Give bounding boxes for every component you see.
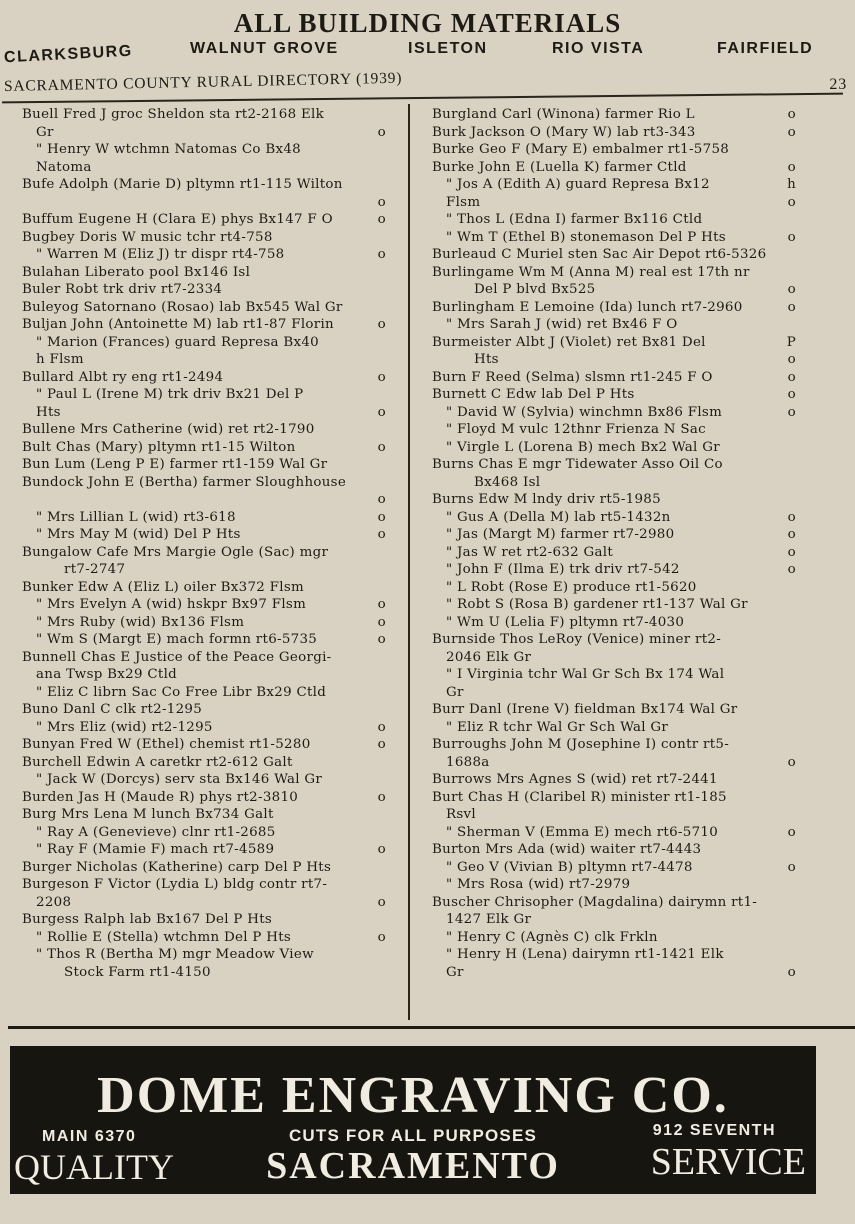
entry-text: " Jas W ret rt2-632 Galt: [446, 544, 614, 560]
entry-owner-mark: o: [787, 964, 796, 980]
entry-owner-mark: o: [787, 754, 796, 770]
ad-city: SACRAMENTO: [266, 1145, 560, 1187]
directory-entry-line: [432, 684, 796, 702]
entry-owner-mark: o: [787, 369, 796, 385]
directory-entry-line: [432, 946, 796, 964]
town-isleton: ISLETON: [408, 40, 488, 57]
directory-entry-line: [432, 631, 796, 649]
directory-entry-line: [432, 211, 796, 229]
entry-owner-mark: o: [377, 632, 386, 647]
ad-address: 912 SEVENTH: [652, 1122, 776, 1139]
directory-entry-line: [432, 404, 796, 422]
town-fairfield: FAIRFIELD: [717, 40, 814, 57]
directory-entry-line: [432, 351, 796, 369]
directory-entry-line: [432, 299, 796, 317]
entry-text: Bundock John E (Bertha) farmer Sloughhouse: [22, 474, 347, 490]
directory-entry-line: [432, 876, 796, 894]
directory-entry-line: [22, 456, 386, 474]
directory-entry-line: [22, 124, 386, 142]
directory-entry-line: [432, 141, 796, 159]
entry-text: Bunker Edw A (Eliz L) oiler Bx372 Flsm: [22, 579, 304, 595]
entry-text: Burk Jackson O (Mary W) lab rt3-343: [432, 124, 696, 140]
entry-text: 1427 Elk Gr: [446, 912, 532, 927]
entry-text: Flsm: [446, 194, 481, 210]
entry-owner-mark: o: [787, 299, 796, 315]
directory-entry-line: [432, 386, 796, 404]
entry-text: " Jos A (Edith A) guard Represa Bx12: [446, 177, 710, 192]
directory-entry-line: [22, 194, 386, 212]
entry-text: Burlingame Wm M (Anna M) real est 17th nr: [432, 264, 750, 280]
directory-entry-line: [432, 456, 796, 474]
entry-text: " Henry W wtchmn Natomas Co Bx48: [36, 142, 301, 157]
entry-owner-mark: o: [377, 194, 386, 210]
column-divider: [408, 104, 410, 1020]
directory-entry-line: [432, 806, 796, 824]
town-list: [0, 40, 855, 67]
directory-entry-line: [432, 229, 796, 247]
right-column: [432, 106, 796, 981]
entry-owner-mark: o: [787, 527, 796, 542]
entry-text: " Mrs Evelyn A (wid) hskpr Bx97 Flsm: [36, 597, 307, 612]
entry-text: Buljan John (Antoinette M) lab rt1-87 Florin: [22, 317, 334, 332]
entry-owner-mark: o: [787, 159, 796, 175]
directory-entry-line: [22, 911, 386, 929]
directory-entry-line: [22, 509, 386, 527]
directory-entry-line: [432, 194, 796, 212]
entry-text: " Virgle L (Lorena B) mech Bx2 Wal Gr: [446, 439, 720, 455]
entry-text: 1688a: [446, 754, 490, 770]
entry-text: Rsvl: [446, 807, 477, 822]
entry-owner-mark: P: [786, 334, 796, 350]
entry-text: " I Virginia tchr Wal Gr Sch Bx 174 Wal: [446, 667, 725, 682]
entry-owner-mark: o: [377, 929, 386, 945]
directory-entry-line: [432, 281, 796, 299]
directory-entry-line: [22, 369, 386, 387]
entry-owner-mark: o: [787, 509, 796, 525]
entry-owner-mark: o: [787, 859, 796, 875]
entry-text: " Mrs May M (wid) Del P Hts: [36, 527, 241, 542]
entry-text: " Gus A (Della M) lab rt5-1432n: [446, 509, 671, 525]
entry-text: Burke John E (Luella K) farmer Ctld: [432, 159, 687, 175]
entry-owner-mark: o: [377, 614, 386, 630]
page-number: 23: [829, 76, 847, 93]
entry-text: Bugbey Doris W music tchr rt4-758: [22, 229, 273, 245]
entry-text: Burger Nicholas (Katherine) carp Del P Hts: [22, 859, 332, 875]
entry-owner-mark: o: [377, 439, 386, 455]
directory-entry-line: [22, 246, 386, 264]
directory-entry-line: [432, 701, 796, 719]
directory-entry-line: [22, 719, 386, 737]
directory-entry-line: [432, 176, 796, 194]
entry-text: Gr: [36, 124, 54, 140]
entry-text: Bufe Adolph (Marie D) pltymn rt1-115 Wilton: [22, 177, 343, 192]
directory-entry-line: [432, 369, 796, 387]
entry-owner-mark: o: [787, 562, 796, 577]
entry-text: Buell Fred J groc Sheldon sta rt2-2168 Elk: [22, 107, 325, 122]
entry-owner-mark: o: [377, 369, 386, 385]
town-clarksburg: CLARKSBURG: [3, 42, 134, 67]
entry-text: Burg Mrs Lena M lunch Bx734 Galt: [22, 807, 274, 822]
entry-owner-mark: o: [377, 894, 386, 910]
entry-text: Burnett C Edw lab Del P Hts: [432, 387, 635, 402]
entry-text: Natoma: [36, 159, 92, 175]
directory-entry-line: [432, 474, 796, 492]
directory-entry-line: [22, 334, 386, 352]
directory-entry-line: [432, 124, 796, 142]
entry-owner-mark: o: [787, 544, 796, 560]
entry-text: Buler Robt trk driv rt7-2334: [22, 282, 223, 297]
entry-text: Del P blvd Bx525: [474, 282, 596, 297]
entry-owner-mark: o: [377, 737, 386, 752]
directory-entry-line: [22, 316, 386, 334]
entry-owner-mark: o: [787, 824, 796, 840]
entry-owner-mark: h: [787, 177, 796, 192]
entry-text: " Paul L (Irene M) trk driv Bx21 Del P: [36, 387, 304, 402]
directory-entry-line: [22, 841, 386, 859]
directory-entry-line: [22, 684, 386, 702]
entry-text: h Flsm: [36, 352, 84, 367]
directory-entry-line: [432, 736, 796, 754]
town-rio-vista: RIO VISTA: [552, 40, 645, 57]
entry-text: " Ray F (Mamie F) mach rt7-4589: [36, 842, 275, 857]
directory-entry-line: [432, 561, 796, 579]
directory-entry-line: [22, 771, 386, 789]
ad-phone: MAIN 6370: [42, 1128, 137, 1145]
directory-entry-line: [22, 806, 386, 824]
entry-text: " Geo V (Vivian B) pltymn rt7-4478: [446, 859, 693, 875]
directory-entry-line: [432, 421, 796, 439]
directory-entry-line: [432, 579, 796, 597]
entry-owner-mark: o: [377, 404, 386, 420]
entry-text: " Eliz C librn Sac Co Free Libr Bx29 Ctld: [36, 684, 327, 700]
entry-owner-mark: o: [377, 317, 386, 332]
directory-entry-line: [22, 491, 386, 509]
entry-text: " Rollie E (Stella) wtchmn Del P Hts: [36, 929, 292, 945]
entry-owner-mark: o: [377, 212, 386, 227]
directory-entry-line: [432, 789, 796, 807]
directory-entry-line: [432, 824, 796, 842]
directory-entry-line: [22, 596, 386, 614]
directory-entry-line: [22, 386, 386, 404]
directory-entry-line: [22, 561, 386, 579]
directory-entry-line: [22, 404, 386, 422]
entry-text: Gr: [446, 684, 464, 700]
entry-owner-mark: o: [787, 387, 796, 402]
directory-entry-line: [432, 316, 796, 334]
entry-text: " John F (Ilma E) trk driv rt7-542: [446, 562, 680, 577]
entry-text: Burchell Edwin A caretkr rt2-612 Galt: [22, 754, 293, 770]
entry-owner-mark: o: [787, 124, 796, 140]
directory-entry-line: [432, 246, 796, 264]
entry-text: " Ray A (Genevieve) clnr rt1-2685: [36, 824, 276, 840]
entry-text: " Mrs Sarah J (wid) ret Bx46 F O: [446, 317, 678, 332]
entry-text: Buno Danl C clk rt2-1295: [22, 702, 203, 717]
entry-owner-mark: o: [787, 194, 796, 210]
entry-text: " Mrs Lillian L (wid) rt3-618: [36, 509, 236, 525]
ad-quality: QUALITY: [14, 1147, 174, 1187]
directory-entry-line: [22, 964, 386, 982]
directory-entry-line: [22, 281, 386, 299]
directory-entry-line: [432, 334, 796, 352]
entry-owner-mark: o: [377, 527, 386, 542]
entry-text: " Wm T (Ethel B) stonemason Del P Hts: [446, 229, 726, 245]
entry-text: Bx468 Isl: [474, 474, 541, 490]
entry-text: " Jas (Margt M) farmer rt7-2980: [446, 527, 675, 542]
directory-entry-line: [22, 544, 386, 562]
entry-text: Bungalow Cafe Mrs Margie Ogle (Sac) mgr: [22, 544, 329, 560]
entry-text: Bun Lum (Leng P E) farmer rt1-159 Wal Gr: [22, 457, 328, 472]
entry-owner-mark: o: [787, 107, 796, 122]
entry-text: " Mrs Rosa (wid) rt7-2979: [446, 877, 631, 892]
ad-tagline: CUTS FOR ALL PURPOSES: [288, 1126, 538, 1145]
directory-entry-line: [22, 649, 386, 667]
entry-owner-mark: o: [377, 492, 386, 507]
entry-text: Hts: [36, 404, 61, 420]
entry-owner-mark: o: [787, 352, 796, 367]
advertisement: [10, 1046, 816, 1194]
entry-text: " Eliz R tchr Wal Gr Sch Wal Gr: [446, 719, 669, 735]
directory-entry-line: [432, 894, 796, 912]
directory-entry-line: [22, 666, 386, 684]
entry-text: Burlingham E Lemoine (Ida) lunch rt7-2960: [432, 299, 743, 315]
entry-text: 2046 Elk Gr: [446, 649, 532, 665]
entry-text: Burroughs John M (Josephine I) contr rt5-: [432, 737, 730, 752]
entry-text: Burt Chas H (Claribel R) minister rt1-185: [432, 789, 727, 805]
entry-text: Burleaud C Muriel sten Sac Air Depot rt6-5326: [432, 247, 767, 262]
directory-entry-line: [432, 666, 796, 684]
entry-text: " Warren M (Eliz J) tr dispr rt4-758: [36, 247, 285, 262]
directory-entry-line: [22, 894, 386, 912]
directory-title: SACRAMENTO COUNTY RURAL DIRECTORY (1939): [3, 69, 403, 95]
left-column: [22, 106, 386, 981]
entry-text: " Marion (Frances) guard Represa Bx40: [36, 334, 319, 350]
entry-text: Buscher Chrisopher (Magdalina) dairymn rt1-: [432, 894, 758, 910]
entry-owner-mark: o: [377, 719, 386, 735]
directory-entry-line: [22, 579, 386, 597]
entry-text: Burgess Ralph lab Bx167 Del P Hts: [22, 912, 273, 927]
entry-text: Gr: [446, 964, 464, 980]
entry-owner-mark: o: [787, 229, 796, 245]
directory-entry-line: [22, 264, 386, 282]
directory-entry-line: [22, 631, 386, 649]
entry-text: " Thos L (Edna I) farmer Bx116 Ctld: [446, 212, 703, 227]
entry-text: Burgeson F Victor (Lydia L) bldg contr rt7-: [22, 877, 328, 892]
entry-text: Burton Mrs Ada (wid) waiter rt7-4443: [432, 842, 702, 857]
entry-owner-mark: o: [377, 509, 386, 525]
directory-entry-line: [22, 946, 386, 964]
entry-text: Bullene Mrs Catherine (wid) ret rt2-1790: [22, 422, 315, 437]
entry-owner-mark: o: [377, 789, 386, 805]
ad-company-name: DOME ENGRAVING CO.: [97, 1067, 729, 1124]
entry-text: " David W (Sylvia) winchmn Bx86 Flsm: [446, 404, 723, 420]
directory-entry-line: [22, 351, 386, 369]
directory-entry-line: [432, 911, 796, 929]
directory-entry-line: [22, 614, 386, 632]
directory-entry-line: [22, 754, 386, 772]
directory-entry-line: [22, 526, 386, 544]
directory-entry-line: [432, 771, 796, 789]
directory-entry-line: [432, 719, 796, 737]
directory-entry-line: [432, 264, 796, 282]
directory-entry-line: [432, 649, 796, 667]
entry-text: " Wm S (Margt E) mach formn rt6-5735: [36, 632, 318, 647]
entry-text: " Mrs Ruby (wid) Bx136 Flsm: [36, 614, 245, 630]
entry-text: " Floyd M vulc 12thnr Frienza N Sac: [446, 422, 706, 437]
entry-text: Bunyan Fred W (Ethel) chemist rt1-5280: [22, 737, 311, 752]
directory-entry-line: [432, 964, 796, 982]
entry-text: " Mrs Eliz (wid) rt2-1295: [36, 719, 213, 735]
entry-text: " L Robt (Rose E) produce rt1-5620: [446, 579, 697, 595]
entry-text: " Thos R (Bertha M) mgr Meadow View: [36, 947, 314, 962]
entry-text: Burnside Thos LeRoy (Venice) miner rt2-: [432, 632, 722, 647]
entry-text: Bult Chas (Mary) pltymn rt1-15 Wilton: [22, 439, 296, 455]
directory-entry-line: [22, 229, 386, 247]
entry-owner-mark: o: [377, 247, 386, 262]
directory-entry-line: [432, 106, 796, 124]
entry-text: Burn F Reed (Selma) slsmn rt1-245 F O: [432, 369, 713, 385]
directory-entry-line: [432, 526, 796, 544]
directory-entry-line: [22, 824, 386, 842]
entry-text: Burns Edw M lndy driv rt5-1985: [432, 492, 661, 507]
entry-owner-mark: o: [787, 282, 796, 297]
directory-entry-line: [22, 159, 386, 177]
directory-entry-line: [22, 211, 386, 229]
directory-entry-line: [432, 509, 796, 527]
entry-text: Burmeister Albt J (Violet) ret Bx81 Del: [432, 334, 706, 350]
town-walnut-grove: WALNUT GROVE: [190, 40, 339, 57]
directory-entry-line: [432, 859, 796, 877]
directory-entry-line: [22, 176, 386, 194]
directory-entry-line: [22, 789, 386, 807]
entry-text: Buffum Eugene H (Clara E) phys Bx147 F O: [22, 212, 333, 227]
directory-entry-line: [22, 474, 386, 492]
entry-text: " Sherman V (Emma E) mech rt6-5710: [446, 824, 719, 840]
entry-text: Bulahan Liberato pool Bx146 Isl: [22, 264, 251, 280]
entry-text: " Henry C (Agnès C) clk Frkln: [446, 929, 658, 945]
entry-text: Burns Chas E mgr Tidewater Asso Oil Co: [432, 457, 723, 472]
entry-text: 2208: [36, 894, 72, 910]
banner-title: ALL BUILDING MATERIALS: [233, 8, 622, 38]
directory-entry-line: [432, 596, 796, 614]
entry-text: Burke Geo F (Mary E) embalmer rt1-5758: [432, 142, 730, 157]
ad-service: SERVICE: [650, 1141, 806, 1183]
entry-text: " Wm U (Lelia F) pltymn rt7-4030: [446, 614, 685, 630]
directory-entry-line: [22, 106, 386, 124]
entry-text: Burden Jas H (Maude R) phys rt2-3810: [22, 789, 299, 805]
directory-entry-line: [22, 701, 386, 719]
entry-owner-mark: o: [377, 842, 386, 857]
directory-entry-line: [432, 614, 796, 632]
directory-entry-line: [22, 929, 386, 947]
entry-text: " Robt S (Rosa B) gardener rt1-137 Wal Gr: [446, 597, 748, 612]
directory-entry-line: [22, 876, 386, 894]
entry-text: Hts: [474, 352, 499, 367]
footer-rule: [8, 1026, 855, 1029]
directory-entry-line: [432, 544, 796, 562]
entry-text: " Jack W (Dorcys) serv sta Bx146 Wal Gr: [36, 772, 323, 787]
directory-entry-line: [22, 736, 386, 754]
entry-text: Bullard Albt ry eng rt1-2494: [22, 369, 224, 385]
directory-entry-line: [22, 439, 386, 457]
entry-text: " Henry H (Lena) dairymn rt1-1421 Elk: [446, 947, 724, 962]
directory-entry-line: [22, 299, 386, 317]
entry-text: Stock Farm rt1-4150: [64, 964, 211, 980]
entry-owner-mark: o: [377, 124, 386, 140]
directory-entry-line: [22, 141, 386, 159]
directory-entry-line: [432, 159, 796, 177]
directory-entry-line: [432, 929, 796, 947]
entry-text: Bunnell Chas E Justice of the Peace Georgi-: [22, 649, 332, 665]
directory-entry-line: [432, 439, 796, 457]
entry-text: Burgland Carl (Winona) farmer Rio L: [432, 107, 695, 122]
directory-entry-line: [432, 754, 796, 772]
entry-text: rt7-2747: [64, 562, 126, 577]
entry-text: ana Twsp Bx29 Ctld: [36, 667, 178, 682]
entry-text: Burr Danl (Irene V) fieldman Bx174 Wal Gr: [432, 702, 738, 717]
directory-entry-line: [432, 491, 796, 509]
directory-entry-line: [22, 421, 386, 439]
entry-owner-mark: o: [377, 597, 386, 612]
entry-text: Buleyog Satornano (Rosao) lab Bx545 Wal Gr: [22, 299, 343, 315]
entry-owner-mark: o: [787, 404, 796, 420]
entry-text: Burrows Mrs Agnes S (wid) ret rt7-2441: [432, 772, 718, 787]
directory-entry-line: [22, 859, 386, 877]
directory-entry-line: [432, 841, 796, 859]
